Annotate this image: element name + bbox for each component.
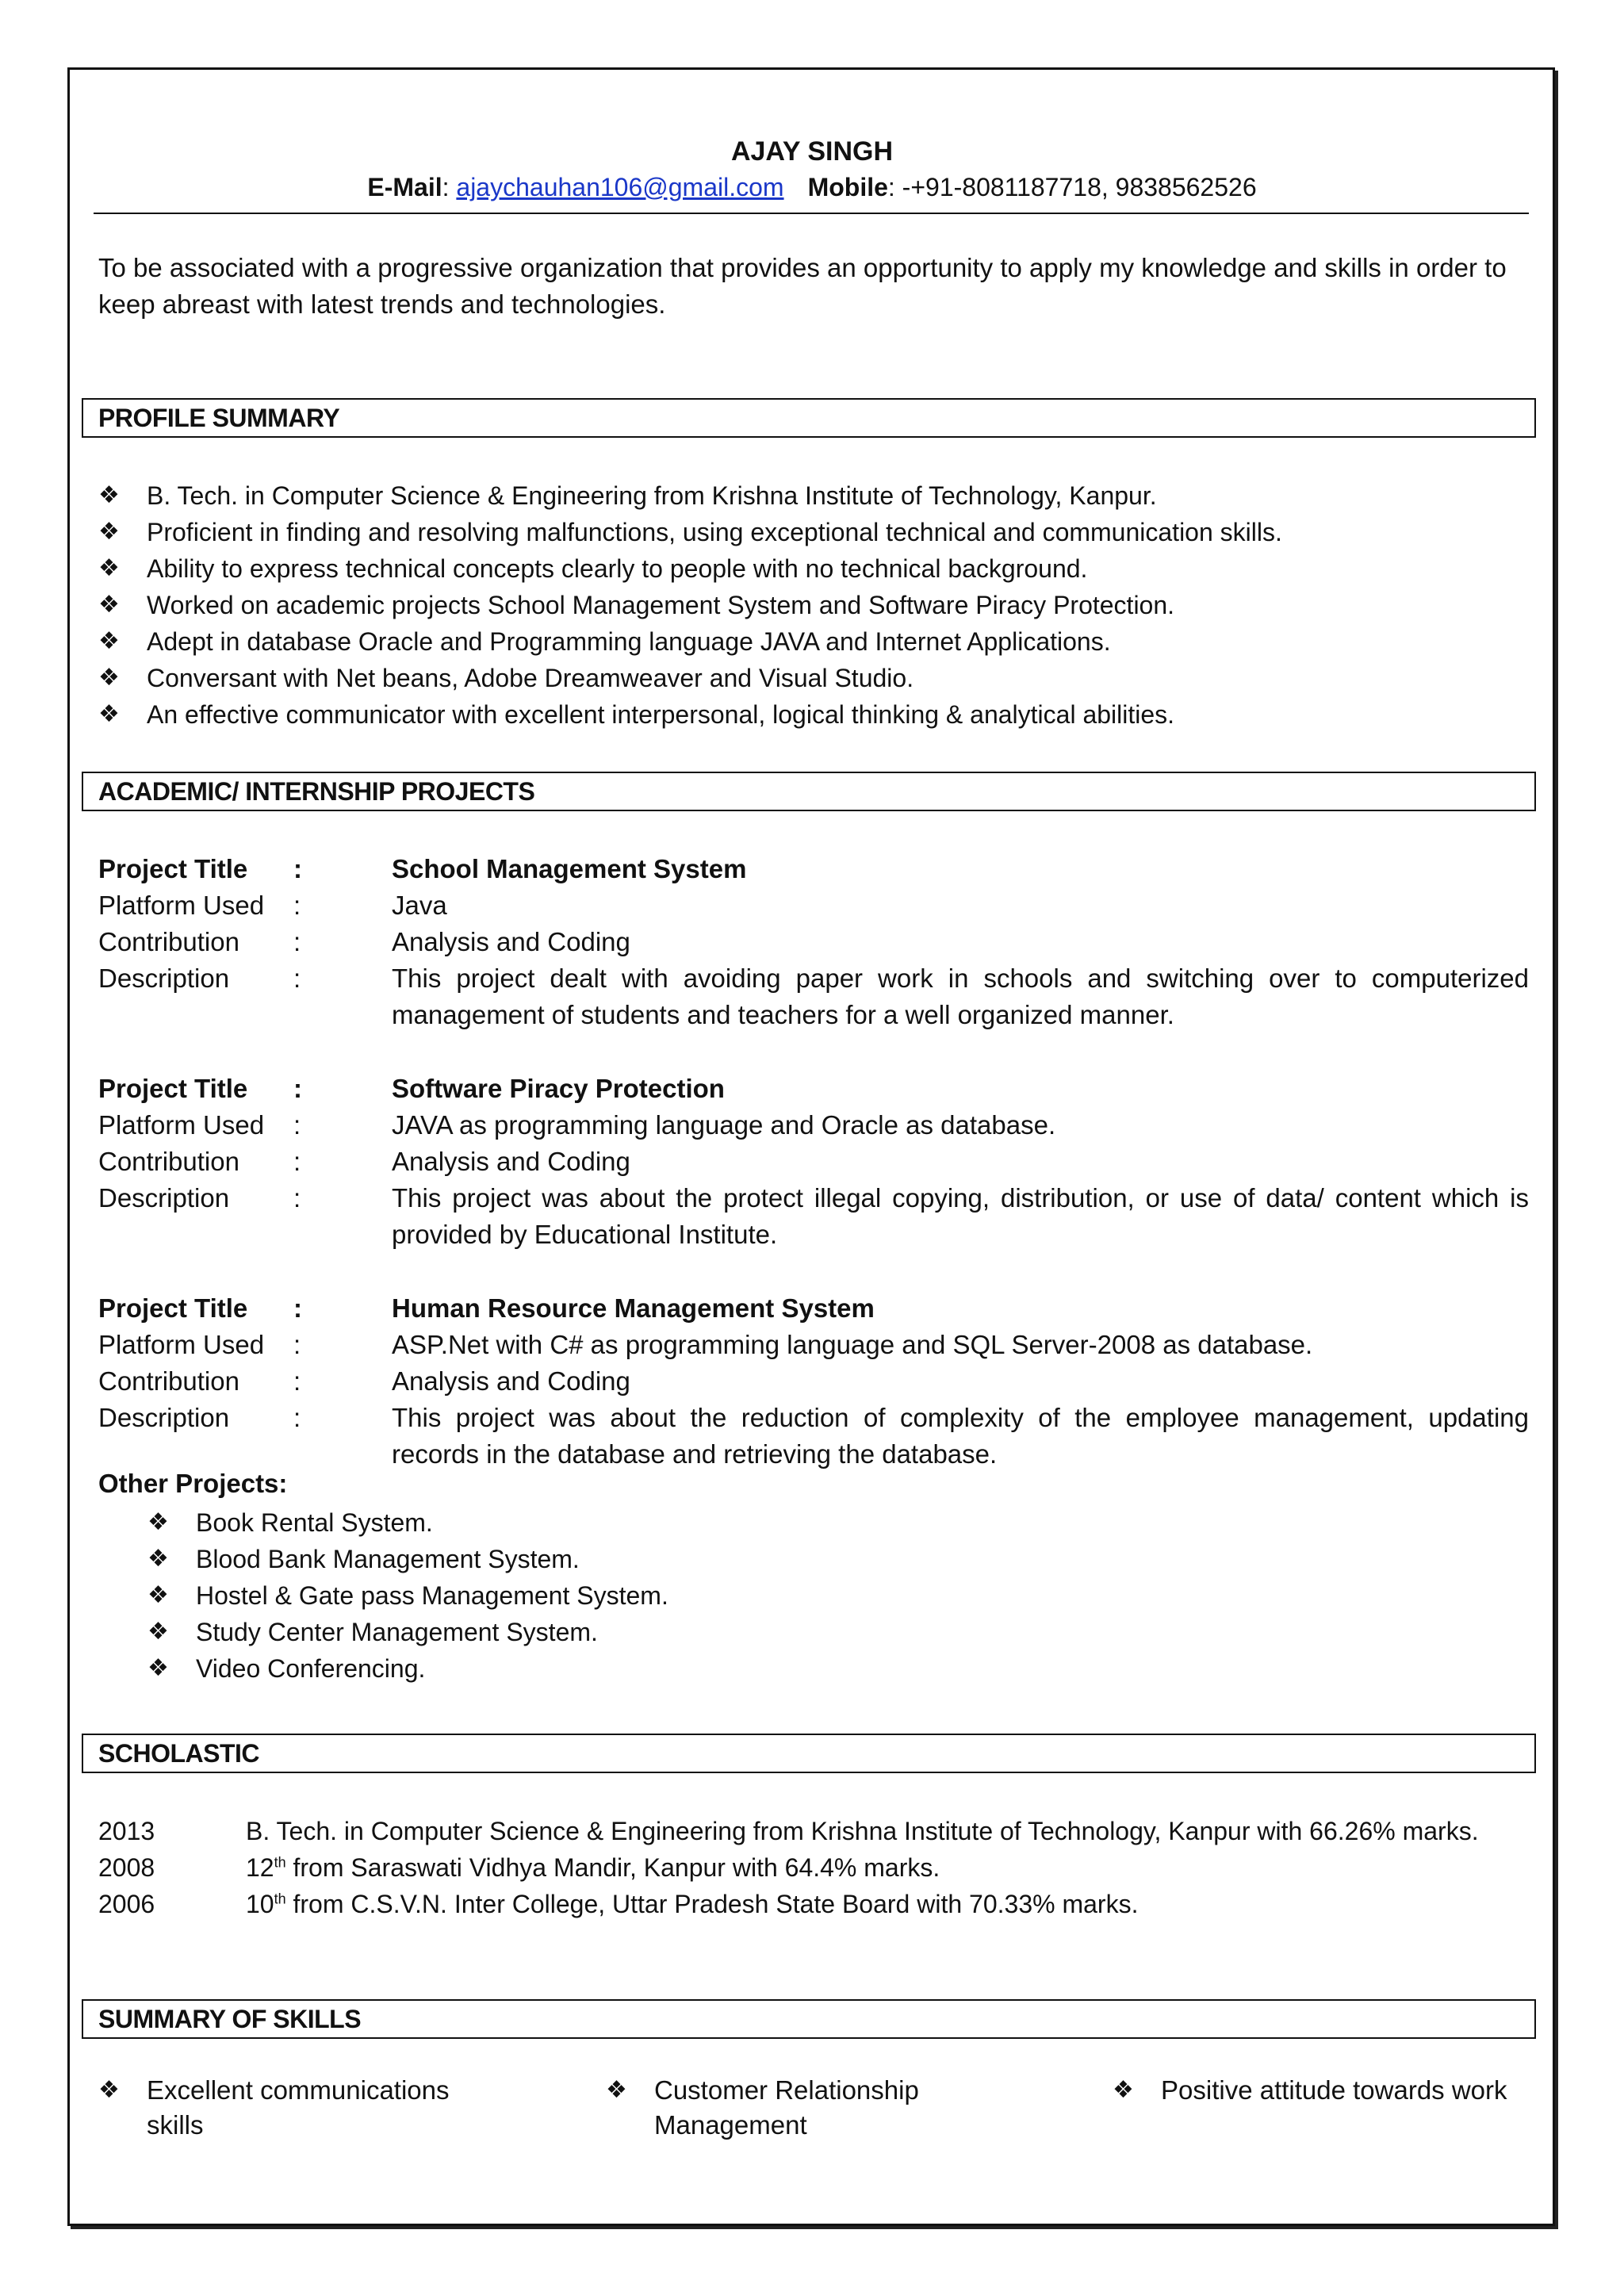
bullet-diamond-icon: ❖ [147,1509,169,1535]
project-title: School Management System [392,854,747,883]
list-item: ❖ Proficient in finding and resolving malfunctions, using exceptional technical and communication skills. [98,514,1282,550]
list-item: ❖ Worked on academic projects School Management System and Software Piracy Protection. [98,587,1282,623]
qualification: 12th from Saraswati Vidhya Mandir, Kanpur with 64.4% marks. [246,1853,940,1882]
list-item: ❖ B. Tech. in Computer Science & Engineering from Krishna Institute of Technology, Kanpur. [98,477,1282,514]
project-description: This project dealt with avoiding paper work in schools and switching over to computerized management of students and teachers for a well organized manner. [392,964,1529,1029]
description-label: Description [98,964,230,993]
contribution-label: Contribution [98,1147,239,1176]
project-platform: Java [392,891,447,920]
project-description: This project was about the reduction of complexity of the employee management, updating records in the database and retrieving the database. [392,1403,1529,1469]
project-title-label: Project Title [98,1074,248,1103]
qualification: 10th from C.S.V.N. Inter College, Uttar Pradesh State Board with 70.33% marks. [246,1890,1139,1918]
section-scholastic: SCHOLASTIC [82,1734,1536,1773]
year: 2013 [98,1817,155,1845]
header-divider [94,213,1529,214]
other-projects-list [147,1504,668,1687]
list-item: ❖ Book Rental System. [147,1504,668,1541]
list-item: ❖ An effective communicator with excellent interpersonal, logical thinking & analytical abilities. [98,696,1282,733]
project-title-label: Project Title [98,1293,248,1323]
bullet-diamond-icon: ❖ [147,1655,169,1681]
project-title-label: Project Title [98,854,248,883]
list-item: ❖ Study Center Management System. [147,1614,668,1650]
list-item: ❖ Hostel & Gate pass Management System. [147,1577,668,1614]
project-block: Project Title : School Management System Platform Used : Java Contribution : Analysis and Coding Description : This project dealt with avoiding paper work in schools and switching over to computerized management of students and teachers for a well organized manner. [98,851,1529,1033]
contribution-label: Contribution [98,1366,239,1396]
list-item: ❖ Ability to express technical concepts clearly to people with no technical background. [98,550,1282,587]
bullet-diamond-icon: ❖ [98,555,120,581]
project-platform: ASP.Net with C# as programming language and SQL Server-2008 as database. [392,1330,1313,1359]
project-platform: JAVA as programming language and Oracle as database. [392,1110,1056,1140]
bullet-diamond-icon: ❖ [98,519,120,545]
email-link[interactable]: ajaychauhan106@gmail.com [456,173,784,201]
bullet-diamond-icon: ❖ [98,628,120,654]
section-profile-summary: PROFILE SUMMARY [82,398,1536,438]
list-item: ❖ Conversant with Net beans, Adobe Dreamweaver and Visual Studio. [98,660,1282,696]
bullet-diamond-icon: ❖ [147,1546,169,1572]
mobile-label: Mobile [807,173,888,201]
platform-label: Platform Used [98,891,265,920]
objective-text: To be associated with a progressive organization that provides an opportunity to apply my knowledge and skills in order to keep abreast with latest trends and technologies. [98,253,1507,319]
project-block: Project Title : Software Piracy Protection Platform Used : JAVA as programming language and Oracle as database. Contribution : Analysis and Coding Description : This project was about the protect illegal copying, distribution, or use of data/ content which is provided by Educational Institute. [98,1071,1529,1253]
project-description: This project was about the protect illegal copying, distribution, or use of data/ content which is provided by Educational Institute. [392,1183,1529,1249]
bullet-diamond-icon: ❖ [606,2077,627,2103]
project-contribution: Analysis and Coding [392,1366,630,1396]
year: 2006 [98,1890,155,1918]
scholastic-row [98,1886,1529,1922]
list-item: ❖ Blood Bank Management System. [147,1541,668,1577]
bullet-diamond-icon: ❖ [147,1582,169,1608]
scholastic-row [98,1849,1529,1886]
platform-label: Platform Used [98,1110,265,1140]
bullet-diamond-icon: ❖ [1113,2077,1134,2103]
qualification: B. Tech. in Computer Science & Engineering from Krishna Institute of Technology, Kanpur with 66.26% marks. [246,1817,1479,1845]
mobile-number: -+91-8081187718, 9838562526 [902,173,1257,201]
project-contribution: Analysis and Coding [392,1147,630,1176]
bullet-diamond-icon: ❖ [98,2077,120,2103]
project-contribution: Analysis and Coding [392,927,630,956]
project-block: Project Title : Human Resource Management System Platform Used : ASP.Net with C# as programming language and SQL Server-2008 as database. Contribution : Analysis and Coding Description : This project was about the reduction of complexity of the employee management, updating records in the database and retrieving the database. [98,1290,1529,1473]
platform-label: Platform Used [98,1330,265,1359]
description-label: Description [98,1183,230,1213]
project-title: Software Piracy Protection [392,1074,725,1103]
year: 2008 [98,1853,155,1882]
candidate-name: AJAY SINGH [730,136,894,167]
bullet-diamond-icon: ❖ [98,665,120,691]
email-label: E-Mail [367,173,442,201]
other-projects-title: Other Projects: [98,1469,288,1498]
contact-line: E-Mail: ajaychauhan106@gmail.com Mobile: -+91-8081187718, 9838562526 [367,173,1257,201]
contribution-label: Contribution [98,927,239,956]
bullet-diamond-icon: ❖ [98,701,120,727]
bullet-diamond-icon: ❖ [98,592,120,618]
section-projects: ACADEMIC/ INTERNSHIP PROJECTS [82,772,1536,811]
list-item: ❖ Video Conferencing. [147,1650,668,1687]
scholastic-row [98,1813,1529,1849]
list-item: ❖ Adept in database Oracle and Programming language JAVA and Internet Applications. [98,623,1282,660]
profile-summary-list [98,477,1282,733]
skill-item: ❖ Positive attitude towards work [1113,2073,1526,2108]
section-skills: SUMMARY OF SKILLS [82,1999,1536,2039]
bullet-diamond-icon: ❖ [98,482,120,508]
scholastic-list [98,1813,1529,1922]
skill-item: ❖ Customer Relationship Management [606,2073,1019,2143]
bullet-diamond-icon: ❖ [147,1619,169,1645]
description-label: Description [98,1403,230,1432]
skill-item: ❖ Excellent communications skills [98,2073,511,2143]
project-title: Human Resource Management System [392,1293,875,1323]
